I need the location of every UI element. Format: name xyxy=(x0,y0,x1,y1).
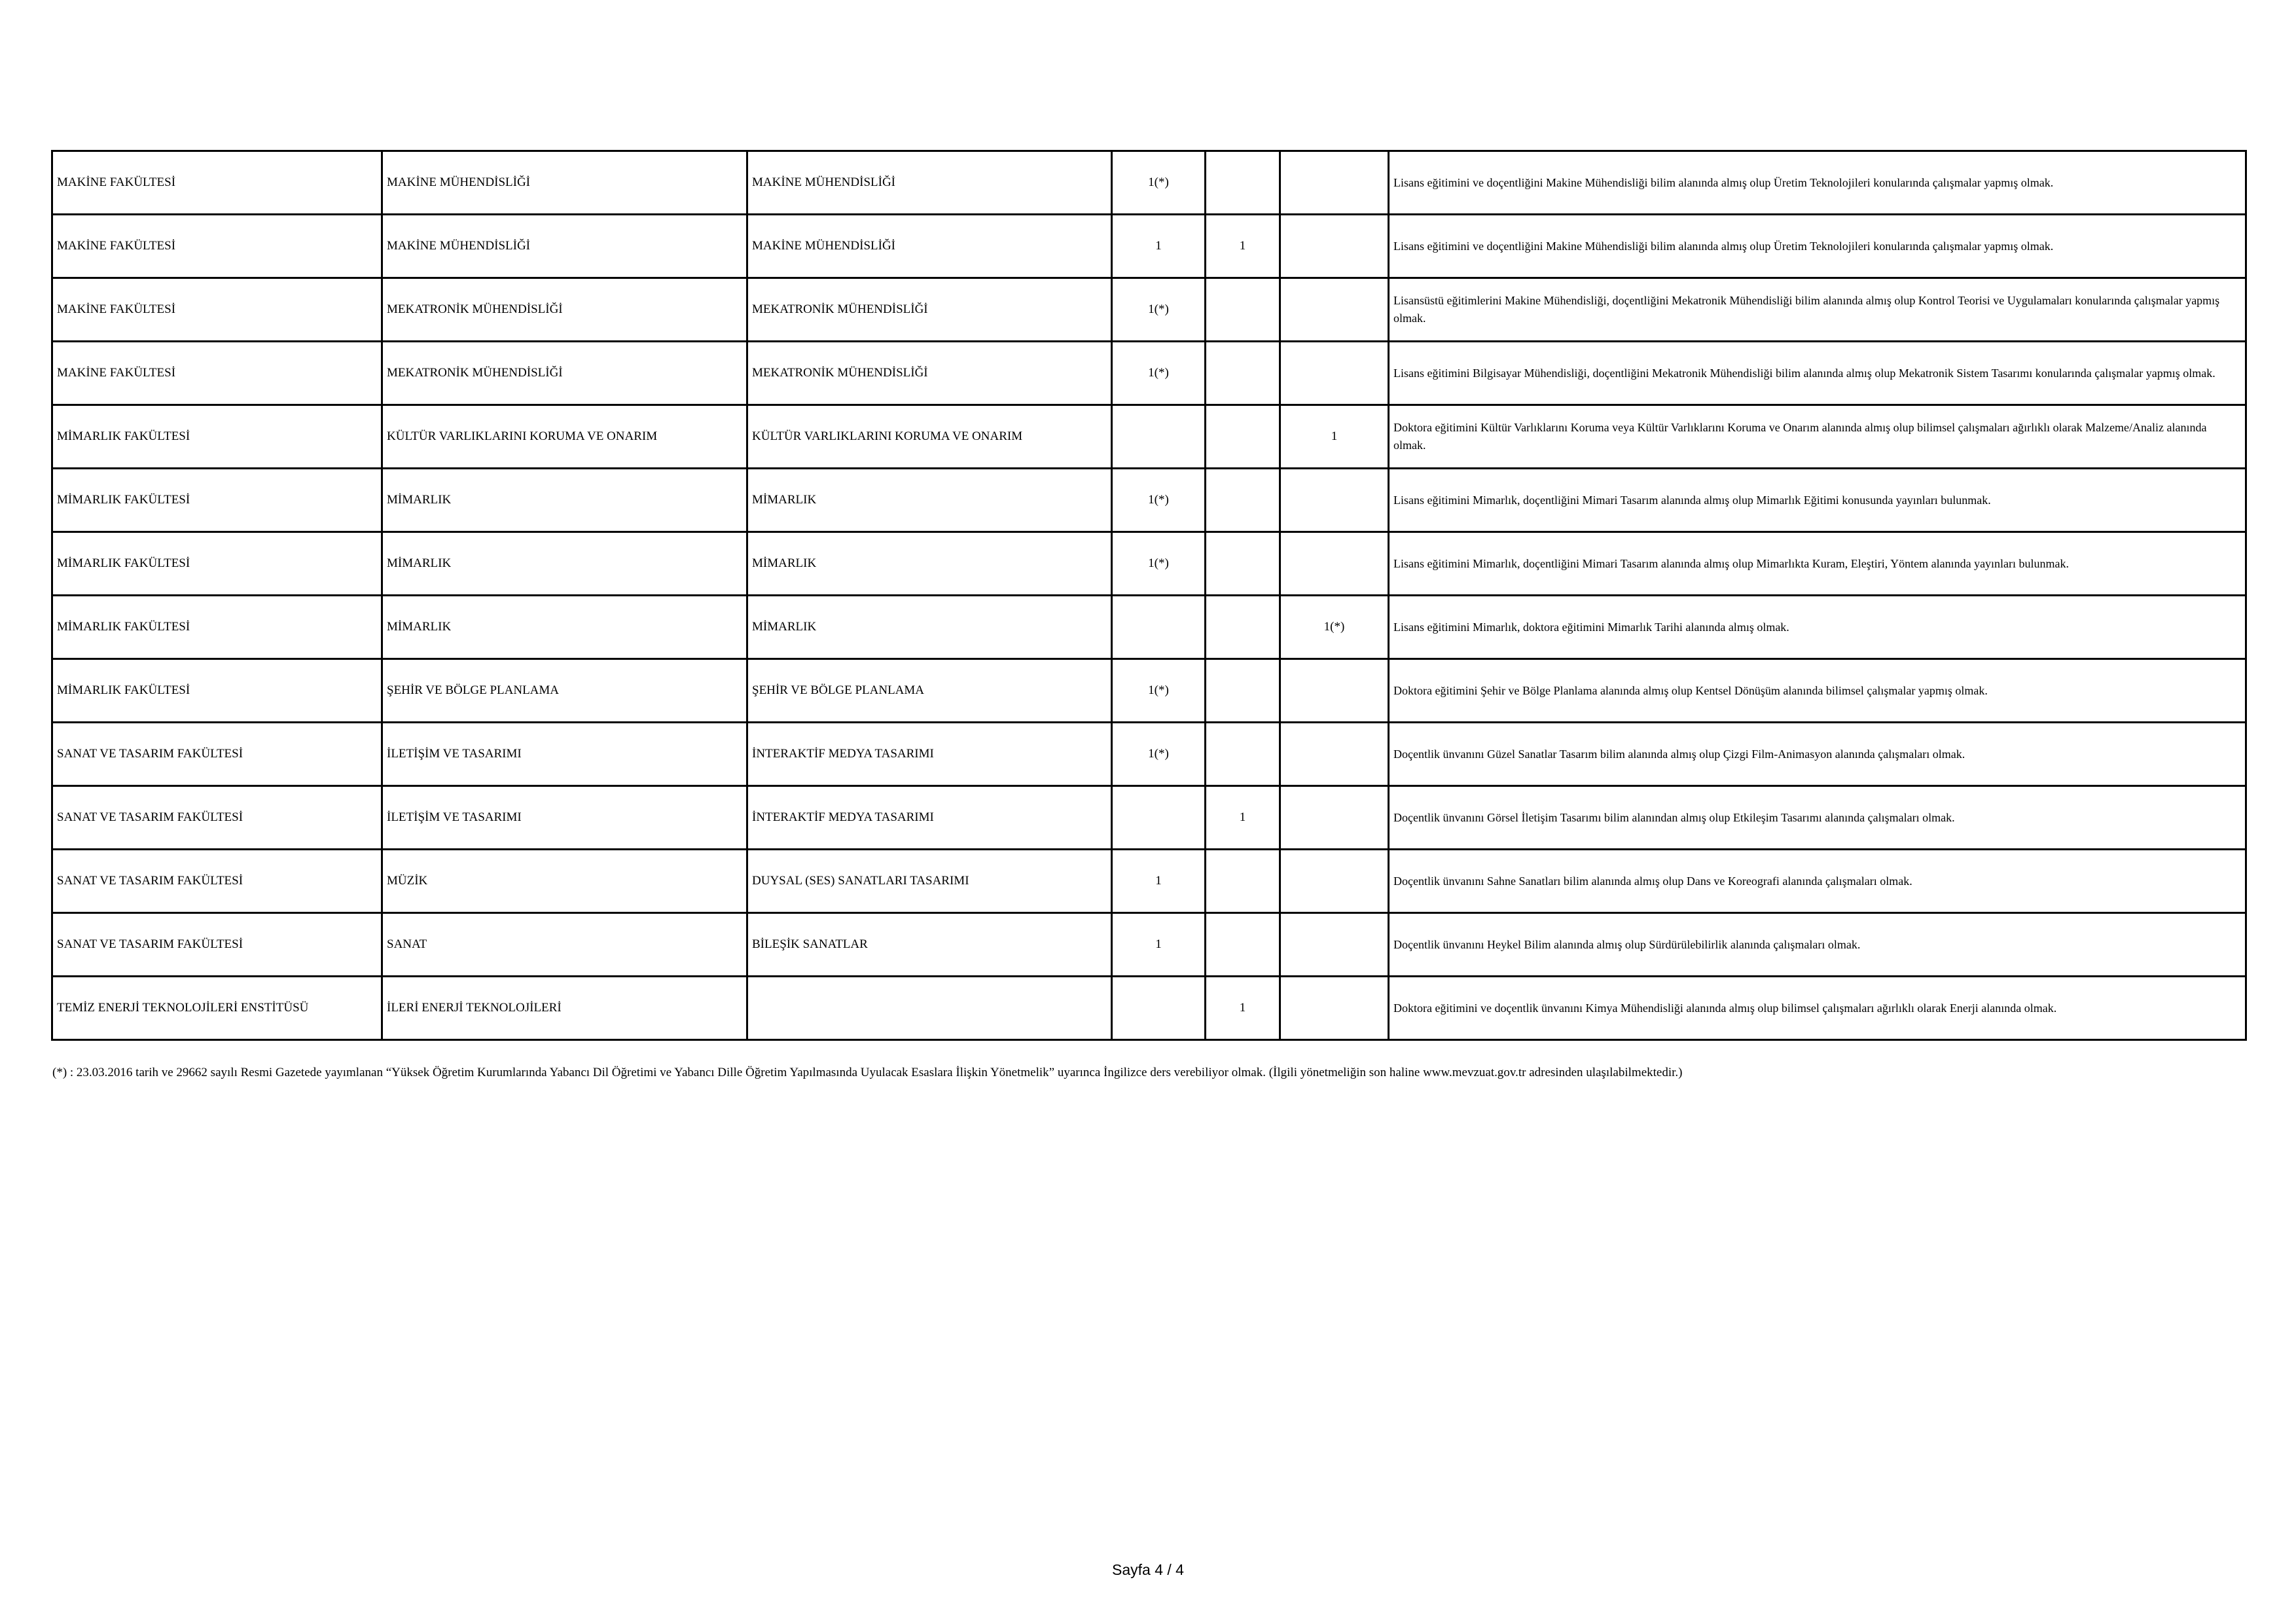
program-cell: MİMARLIK xyxy=(747,532,1112,596)
count-cell xyxy=(1206,850,1280,913)
count-cell xyxy=(1280,977,1389,1040)
count-cell xyxy=(1206,151,1280,215)
table-row xyxy=(52,405,2246,469)
requirement-cell: Doçentlik ünvanını Görsel İletişim Tasarımı bilim alanından almış olup Etkileşim Tasarımı alanında çalışmaları olmak. xyxy=(1389,786,2246,850)
count-cell: 1(*) xyxy=(1112,151,1206,215)
requirement-cell: Lisans eğitimini Mimarlık, doçentliğini Mimari Tasarım alanında almış olup Mimarlık Eğitimi konusunda yayınları bulunmak. xyxy=(1389,469,2246,532)
program-cell: MEKATRONİK MÜHENDİSLİĞİ xyxy=(747,342,1112,405)
table-row xyxy=(52,278,2246,342)
requirement-cell: Lisansüstü eğitimlerini Makine Mühendisliği, doçentliğini Mekatronik Mühendisliği bilim alanında almış olup Kontrol Teorisi ve Uygulamaları konularında çalışmalar yapmış olmak. xyxy=(1389,278,2246,342)
count-cell xyxy=(1206,723,1280,786)
faculty-cell: MİMARLIK FAKÜLTESİ xyxy=(52,405,382,469)
department-cell: MİMARLIK xyxy=(382,532,747,596)
program-cell: KÜLTÜR VARLIKLARINI KORUMA VE ONARIM xyxy=(747,405,1112,469)
count-cell xyxy=(1280,151,1389,215)
count-cell xyxy=(1112,596,1206,659)
faculty-cell: TEMİZ ENERJİ TEKNOLOJİLERİ ENSTİTÜSÜ xyxy=(52,977,382,1040)
table-row xyxy=(52,723,2246,786)
department-cell: İLERİ ENERJİ TEKNOLOJİLERİ xyxy=(382,977,747,1040)
count-cell xyxy=(1280,786,1389,850)
department-cell: ŞEHİR VE BÖLGE PLANLAMA xyxy=(382,659,747,723)
program-cell: MAKİNE MÜHENDİSLİĞİ xyxy=(747,215,1112,278)
requirement-cell: Lisans eğitimini Mimarlık, doktora eğitimini Mimarlık Tarihi alanında almış olmak. xyxy=(1389,596,2246,659)
table-row xyxy=(52,850,2246,913)
count-cell: 1(*) xyxy=(1112,532,1206,596)
count-cell xyxy=(1280,215,1389,278)
faculty-cell: MAKİNE FAKÜLTESİ xyxy=(52,278,382,342)
requirement-cell: Doktora eğitimini Kültür Varlıklarını Koruma veya Kültür Varlıklarını Koruma ve Onarım alanında almış olup bilimsel çalışmaları ağırlıklı olarak Malzeme/Analiz alanında olmak. xyxy=(1389,405,2246,469)
count-cell xyxy=(1280,850,1389,913)
requirement-cell: Doktora eğitimini ve doçentlik ünvanını Kimya Mühendisliği alanında almış olup bilimsel çalışmaları ağırlıklı olarak Enerji alanında olmak. xyxy=(1389,977,2246,1040)
faculty-cell: SANAT VE TASARIM FAKÜLTESİ xyxy=(52,723,382,786)
program-cell: MİMARLIK xyxy=(747,469,1112,532)
count-cell xyxy=(1206,659,1280,723)
count-cell xyxy=(1112,786,1206,850)
count-cell: 1 xyxy=(1112,215,1206,278)
faculty-cell: MİMARLIK FAKÜLTESİ xyxy=(52,659,382,723)
department-cell: İLETİŞİM VE TASARIMI xyxy=(382,786,747,850)
count-cell: 1(*) xyxy=(1112,659,1206,723)
count-cell: 1(*) xyxy=(1112,469,1206,532)
requirement-cell: Lisans eğitimini ve doçentliğini Makine Mühendisliği bilim alanında almış olup Üretim Teknolojileri konularında çalışmalar yapmış olmak. xyxy=(1389,215,2246,278)
program-cell: MEKATRONİK MÜHENDİSLİĞİ xyxy=(747,278,1112,342)
count-cell: 1 xyxy=(1112,913,1206,977)
count-cell xyxy=(1280,278,1389,342)
requirement-cell: Lisans eğitimini Bilgisayar Mühendisliği, doçentliğini Mekatronik Mühendisliği bilim alanında almış olup Mekatronik Sistem Tasarımı konularında çalışmalar yapmış olmak. xyxy=(1389,342,2246,405)
program-cell: BİLEŞİK SANATLAR xyxy=(747,913,1112,977)
count-cell xyxy=(1280,342,1389,405)
count-cell xyxy=(1280,532,1389,596)
department-cell: KÜLTÜR VARLIKLARINI KORUMA VE ONARIM xyxy=(382,405,747,469)
program-cell: İNTERAKTİF MEDYA TASARIMI xyxy=(747,786,1112,850)
program-cell: MİMARLIK xyxy=(747,596,1112,659)
count-cell xyxy=(1206,278,1280,342)
faculty-cell: SANAT VE TASARIM FAKÜLTESİ xyxy=(52,786,382,850)
program-cell: MAKİNE MÜHENDİSLİĞİ xyxy=(747,151,1112,215)
program-cell: DUYSAL (SES) SANATLARI TASARIMI xyxy=(747,850,1112,913)
table-row xyxy=(52,596,2246,659)
department-cell: MEKATRONİK MÜHENDİSLİĞİ xyxy=(382,278,747,342)
table-row xyxy=(52,151,2246,215)
table-row xyxy=(52,215,2246,278)
requirement-cell: Lisans eğitimini ve doçentliğini Makine Mühendisliği bilim alanında almış olup Üretim Teknolojileri konularında çalışmalar yapmış olmak. xyxy=(1389,151,2246,215)
table-row xyxy=(52,469,2246,532)
table-row xyxy=(52,786,2246,850)
department-cell: MAKİNE MÜHENDİSLİĞİ xyxy=(382,151,747,215)
department-cell: İLETİŞİM VE TASARIMI xyxy=(382,723,747,786)
requirement-cell: Doçentlik ünvanını Sahne Sanatları bilim alanında almış olup Dans ve Koreografi alanında çalışmaları olmak. xyxy=(1389,850,2246,913)
count-cell xyxy=(1206,532,1280,596)
count-cell xyxy=(1206,469,1280,532)
program-cell: İNTERAKTİF MEDYA TASARIMI xyxy=(747,723,1112,786)
count-cell: 1 xyxy=(1112,850,1206,913)
program-cell: ŞEHİR VE BÖLGE PLANLAMA xyxy=(747,659,1112,723)
department-cell: MEKATRONİK MÜHENDİSLİĞİ xyxy=(382,342,747,405)
faculty-cell: MAKİNE FAKÜLTESİ xyxy=(52,151,382,215)
requirement-cell: Doçentlik ünvanını Heykel Bilim alanında almış olup Sürdürülebilirlik alanında çalışmaları olmak. xyxy=(1389,913,2246,977)
count-cell xyxy=(1280,913,1389,977)
count-cell: 1(*) xyxy=(1112,278,1206,342)
requirement-cell: Doçentlik ünvanını Güzel Sanatlar Tasarım bilim alanında almış olup Çizgi Film-Animasyon alanında çalışmaları olmak. xyxy=(1389,723,2246,786)
count-cell xyxy=(1112,977,1206,1040)
program-cell xyxy=(747,977,1112,1040)
count-cell: 1 xyxy=(1206,786,1280,850)
department-cell: MİMARLIK xyxy=(382,469,747,532)
count-cell xyxy=(1206,342,1280,405)
count-cell: 1(*) xyxy=(1112,723,1206,786)
faculty-cell: SANAT VE TASARIM FAKÜLTESİ xyxy=(52,850,382,913)
count-cell: 1 xyxy=(1206,977,1280,1040)
count-cell xyxy=(1112,405,1206,469)
footnote: (*) : 23.03.2016 tarih ve 29662 sayılı Resmi Gazetede yayımlanan “Yüksek Öğretim Kurumlarında Yabancı Dil Öğretimi ve Yabancı Dille Öğretim Yapılmasında Uyulacak Esaslara İlişkin Yönetmelik” uyarınca İngilizce ders verebiliyor olmak. (İlgili yönetmeliğin son haline www.mevzuat.gov.tr adresinden ulaşılabilmektedir.) xyxy=(52,1066,1683,1079)
table-row xyxy=(52,913,2246,977)
table-row xyxy=(52,532,2246,596)
page-number: Sayfa 4 / 4 xyxy=(1112,1561,1184,1578)
requirement-cell: Doktora eğitimini Şehir ve Bölge Planlama alanında almış olup Kentsel Dönüşüm alanında bilimsel çalışmalar yapmış olmak. xyxy=(1389,659,2246,723)
faculty-cell: SANAT VE TASARIM FAKÜLTESİ xyxy=(52,913,382,977)
count-cell xyxy=(1206,596,1280,659)
table-row xyxy=(52,342,2246,405)
faculty-cell: MİMARLIK FAKÜLTESİ xyxy=(52,469,382,532)
count-cell xyxy=(1280,659,1389,723)
count-cell: 1(*) xyxy=(1112,342,1206,405)
department-cell: MİMARLIK xyxy=(382,596,747,659)
requirement-cell: Lisans eğitimini Mimarlık, doçentliğini Mimari Tasarım alanında almış olup Mimarlıkta Kuram, Eleştiri, Yöntem alanında yayınları bulunmak. xyxy=(1389,532,2246,596)
count-cell xyxy=(1280,469,1389,532)
table-row xyxy=(52,659,2246,723)
staff-vacancy-table xyxy=(51,150,2247,1041)
count-cell: 1(*) xyxy=(1280,596,1389,659)
faculty-cell: MAKİNE FAKÜLTESİ xyxy=(52,342,382,405)
count-cell xyxy=(1280,723,1389,786)
faculty-cell: MİMARLIK FAKÜLTESİ xyxy=(52,596,382,659)
count-cell xyxy=(1206,405,1280,469)
count-cell xyxy=(1206,913,1280,977)
count-cell: 1 xyxy=(1280,405,1389,469)
department-cell: MÜZİK xyxy=(382,850,747,913)
faculty-cell: MAKİNE FAKÜLTESİ xyxy=(52,215,382,278)
department-cell: SANAT xyxy=(382,913,747,977)
department-cell: MAKİNE MÜHENDİSLİĞİ xyxy=(382,215,747,278)
faculty-cell: MİMARLIK FAKÜLTESİ xyxy=(52,532,382,596)
count-cell: 1 xyxy=(1206,215,1280,278)
table-row xyxy=(52,977,2246,1040)
